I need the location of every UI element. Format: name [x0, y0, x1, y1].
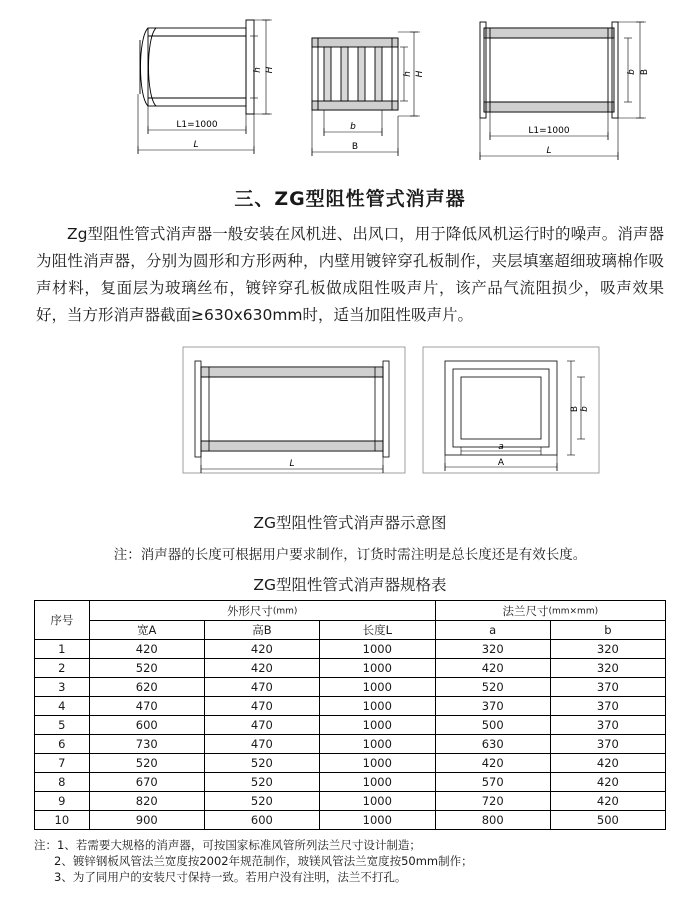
cell-flange-a: 420 [435, 659, 550, 678]
cell-no: 8 [35, 773, 90, 792]
cell-no: 2 [35, 659, 90, 678]
cell-flange-b: 500 [550, 811, 665, 830]
diagram-label-B-3: B [640, 68, 650, 76]
cell-flange-b: 320 [550, 659, 665, 678]
diagram-label-L1: L1=1000 [176, 120, 218, 130]
figure-note: 注：消声器的长度可根据用户要求制作，订货时需注明是总长度还是有效长度。 [113, 547, 587, 563]
table-row [35, 716, 666, 735]
cell-flange-b: 370 [550, 678, 665, 697]
table-header-flange-a: a [435, 621, 550, 640]
table-row [35, 792, 666, 811]
cell-height: 520 [204, 754, 319, 773]
table-header-width-a: 宽A [89, 621, 204, 640]
cell-width: 520 [89, 659, 204, 678]
cell-no: 5 [35, 716, 90, 735]
cell-width: 900 [89, 811, 204, 830]
diagram-label-L-3: L [546, 146, 552, 156]
cell-length: 1000 [319, 754, 435, 773]
diagram-label-B-cross: B [570, 405, 580, 413]
document-page [0, 6, 700, 897]
table-header-length-l: 长度L [319, 621, 435, 640]
cell-width: 420 [89, 640, 204, 659]
diagram-label-H: H [265, 66, 275, 74]
table-row [35, 678, 666, 697]
cell-height: 470 [204, 678, 319, 697]
cell-flange-a: 720 [435, 792, 550, 811]
table-row [35, 811, 666, 830]
table-header-outer-dims: 外形尺寸(mm) [89, 601, 435, 621]
cell-no: 7 [35, 754, 90, 773]
diagram-label-A-cross: A [497, 458, 505, 468]
cell-no: 6 [35, 735, 90, 754]
cell-flange-b: 320 [550, 640, 665, 659]
footnotes [34, 837, 666, 885]
cell-length: 1000 [319, 678, 435, 697]
table-row [35, 735, 666, 754]
diagram-flanged-silencer-view [454, 10, 654, 175]
cell-height: 420 [204, 659, 319, 678]
diagram-label-L1-3: L1=1000 [528, 126, 570, 136]
cell-no: 9 [35, 792, 90, 811]
cell-no: 3 [35, 678, 90, 697]
cell-flange-a: 500 [435, 716, 550, 735]
cell-length: 1000 [319, 792, 435, 811]
table-sub-header-row [35, 621, 666, 640]
table-header-flange-dims: 法兰尺寸(mm×mm) [435, 601, 665, 621]
cell-no: 10 [35, 811, 90, 830]
cell-no: 4 [35, 697, 90, 716]
top-diagram-row [34, 6, 666, 178]
diagram-label-H-2: H [415, 70, 425, 78]
spec-table [34, 600, 666, 830]
diagram-label-h-inner: h [253, 67, 263, 73]
diagram-label-b: b [350, 122, 356, 132]
cell-length: 1000 [319, 716, 435, 735]
cell-width: 620 [89, 678, 204, 697]
diagram-label-B: B [351, 142, 359, 152]
cell-flange-a: 800 [435, 811, 550, 830]
cell-length: 1000 [319, 640, 435, 659]
table-row [35, 659, 666, 678]
table-group-header-row [35, 601, 666, 621]
footnote-3: 3、为了同用户的安装尺寸保持一致。若用户没有注明，法兰不打孔。 [54, 870, 407, 884]
diagram-label-h-inner-2: h [403, 71, 413, 77]
cell-width: 820 [89, 792, 204, 811]
cell-flange-b: 420 [550, 754, 665, 773]
cell-flange-b: 420 [550, 773, 665, 792]
table-row [35, 697, 666, 716]
cell-flange-a: 570 [435, 773, 550, 792]
cell-length: 1000 [319, 697, 435, 716]
cell-height: 470 [204, 716, 319, 735]
figure-caption: ZG型阻性管式消声器示意图 [253, 514, 447, 532]
section-title: 三、ZG型阻性管式消声器 [234, 188, 466, 210]
cell-height: 600 [204, 811, 319, 830]
cell-flange-a: 520 [435, 678, 550, 697]
cell-length: 1000 [319, 735, 435, 754]
cell-width: 470 [89, 697, 204, 716]
table-header-flange-b: b [550, 621, 665, 640]
cell-width: 520 [89, 754, 204, 773]
cell-width: 600 [89, 716, 204, 735]
cell-flange-a: 420 [435, 754, 550, 773]
cell-length: 1000 [319, 811, 435, 830]
cell-length: 1000 [319, 659, 435, 678]
diagram-label-L: L [193, 140, 199, 150]
cell-length: 1000 [319, 773, 435, 792]
section-paragraph: Zg型阻性管式消声器一般安装在风机进、出风口，用于降低风机运行时的噪声。消声器为阻性消声器，分别为圆形和方形两种，内壁用镀锌穿孔板制作，夹层填塞超细玻璃棉作吸声材料，复面层为玻璃丝布，镀锌穿孔板做成阻性吸声片，该产品气流阻损少，吸声效果好，当方形消声器截面≥630x630mm时，适当加阻性吸声片。 [36, 225, 664, 324]
cell-flange-b: 370 [550, 716, 665, 735]
diagram-label-L-mid: L [289, 459, 295, 469]
diagram-label-a-cross: a [498, 442, 504, 452]
table-header-no: 序号 [35, 601, 90, 640]
cell-height: 420 [204, 640, 319, 659]
cell-height: 470 [204, 735, 319, 754]
table-row [35, 640, 666, 659]
cell-flange-a: 630 [435, 735, 550, 754]
diagram-label-b-cross: b [580, 406, 590, 412]
diagram-label-b-3: b [627, 69, 637, 75]
footnote-1: 注：1、若需要大规格的消声器，可按国家标准风管所列法兰尺寸设计制造； [34, 838, 421, 852]
cell-height: 470 [204, 697, 319, 716]
table-row [35, 773, 666, 792]
cell-no: 1 [35, 640, 90, 659]
footnote-2: 2、镀锌钢板风管法兰宽度按2002年规范制作，玻镁风管法兰宽度按50mm制作； [54, 854, 473, 868]
middle-diagram-row [34, 343, 666, 503]
cell-flange-b: 420 [550, 792, 665, 811]
table-header-height-b: 高B [204, 621, 319, 640]
table-row [35, 754, 666, 773]
cell-flange-b: 370 [550, 735, 665, 754]
cell-width: 670 [89, 773, 204, 792]
cell-flange-a: 370 [435, 697, 550, 716]
cell-flange-a: 320 [435, 640, 550, 659]
cell-width: 730 [89, 735, 204, 754]
table-title: ZG型阻性管式消声器规格表 [253, 576, 447, 594]
diagram-longitudinal-section [179, 343, 409, 493]
diagram-round-silencer-side-view [114, 10, 304, 175]
cell-height: 520 [204, 773, 319, 792]
diagram-cross-section [419, 343, 604, 493]
cell-flange-b: 370 [550, 697, 665, 716]
cell-height: 520 [204, 792, 319, 811]
diagram-square-silencer-with-splitters [282, 10, 447, 175]
